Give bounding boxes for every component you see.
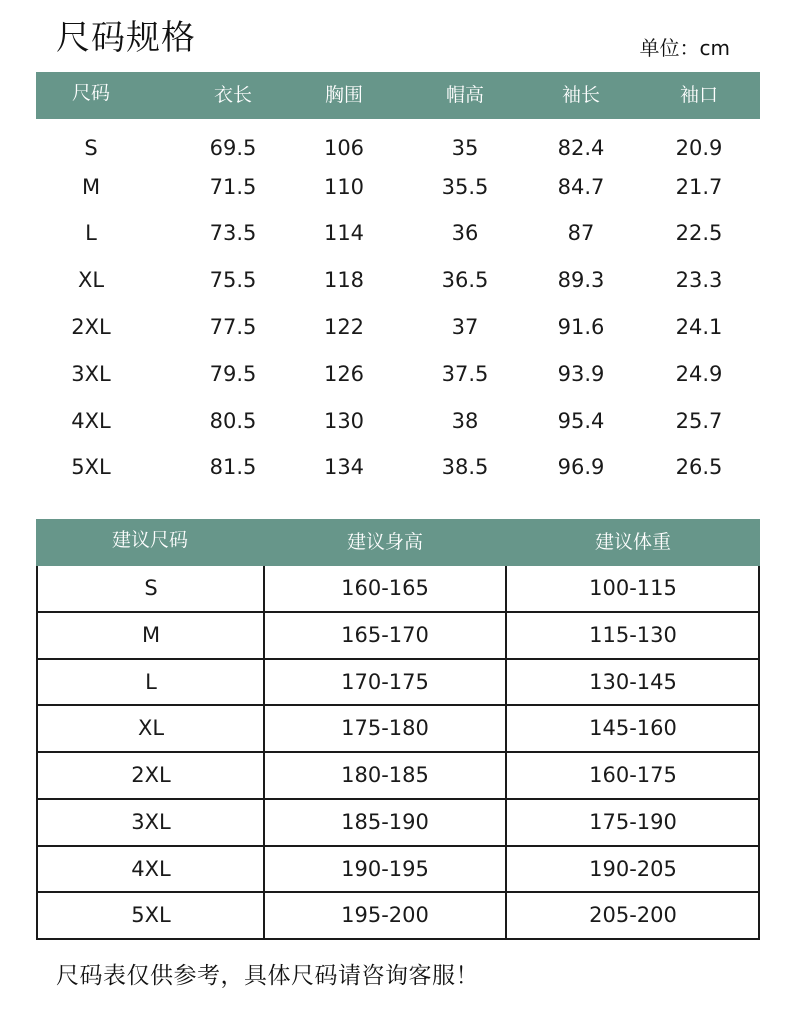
table-row [36, 354, 760, 394]
sleeve-length-cell: 84.7 [557, 175, 605, 199]
size-cell: XL [77, 268, 105, 292]
cuff-cell: 25.7 [675, 409, 723, 433]
hood-height-cell: 36.5 [441, 268, 489, 292]
table-row [36, 167, 760, 207]
weight-cell: 160-175 [589, 763, 677, 787]
weight-cell: 100-115 [589, 576, 677, 600]
height-cell: 195-200 [341, 903, 429, 928]
cuff-cell: 24.1 [675, 315, 723, 339]
size-cell: 4XL [131, 856, 171, 881]
length-cell: 77.5 [209, 315, 257, 339]
size-cell: L [85, 221, 97, 245]
length-cell: 75.5 [209, 268, 257, 292]
size-cell: 3XL [71, 362, 111, 386]
header-sleeve-length: 袖长 [561, 84, 600, 106]
chest-cell: 134 [323, 455, 365, 479]
table-row [38, 613, 758, 660]
length-cell: 73.5 [209, 221, 257, 245]
table-row [36, 307, 760, 347]
cuff-cell: 26.5 [675, 455, 723, 479]
recommendation-body [36, 566, 760, 940]
header-size: 尺码 [71, 82, 110, 104]
chest-cell: 122 [323, 315, 365, 339]
header-recommended-size: 建议尺码 [111, 529, 188, 551]
header-recommended-weight: 建议体重 [594, 531, 671, 553]
header-chest: 胸围 [324, 84, 363, 106]
hood-height-cell: 38.5 [441, 455, 489, 479]
weight-cell: 190-205 [589, 856, 677, 881]
weight-cell: 175-190 [589, 809, 677, 834]
hood-height-cell: 35 [451, 136, 479, 160]
hood-height-cell: 36 [451, 221, 479, 245]
sleeve-length-cell: 82.4 [557, 136, 605, 160]
table-row [38, 847, 758, 894]
size-recommendation-table [36, 519, 760, 928]
weight-cell: 130-145 [589, 669, 677, 694]
hood-height-cell: 37.5 [441, 362, 489, 386]
sleeve-length-cell: 91.6 [557, 315, 605, 339]
table-row [36, 447, 760, 487]
height-cell: 165-170 [341, 622, 429, 647]
sleeve-length-cell: 95.4 [557, 409, 605, 433]
size-cell: L [145, 669, 157, 694]
size-cell: S [144, 576, 158, 600]
size-cell: 3XL [131, 809, 171, 834]
size-spec-header [36, 72, 760, 119]
header-cuff: 袖口 [679, 84, 718, 106]
height-cell: 175-180 [341, 716, 429, 741]
chest-cell: 114 [323, 221, 365, 245]
table-row [38, 660, 758, 707]
height-cell: 170-175 [341, 669, 429, 694]
size-spec-table [36, 72, 760, 479]
height-cell: 190-195 [341, 856, 429, 881]
size-cell: M [141, 622, 161, 647]
cuff-cell: 21.7 [675, 175, 723, 199]
hood-height-cell: 38 [451, 409, 479, 433]
table-row [38, 706, 758, 753]
cuff-cell: 24.9 [675, 362, 723, 386]
cuff-cell: 20.9 [675, 136, 723, 160]
sleeve-length-cell: 96.9 [557, 455, 605, 479]
size-cell: M [81, 175, 101, 199]
weight-cell: 115-130 [589, 622, 677, 647]
table-row [38, 753, 758, 800]
page-title: 尺码规格 [56, 18, 196, 58]
table-row [38, 893, 758, 940]
length-cell: 69.5 [209, 136, 257, 160]
height-cell: 180-185 [341, 763, 429, 787]
table-row [38, 566, 758, 613]
chest-cell: 106 [323, 136, 365, 160]
sleeve-length-cell: 93.9 [557, 362, 605, 386]
chest-cell: 126 [323, 362, 365, 386]
chest-cell: 118 [323, 268, 365, 292]
table-row [36, 128, 760, 168]
header-hood-height: 帽高 [445, 84, 484, 106]
table-row [36, 260, 760, 300]
recommendation-header [36, 519, 760, 566]
size-cell: 4XL [71, 409, 111, 433]
table-row [36, 213, 760, 253]
unit-label: 单位：cm [639, 36, 730, 60]
disclaimer-note: 尺码表仅供参考，具体尺码请咨询客服！ [56, 963, 479, 989]
length-cell: 81.5 [209, 455, 257, 479]
table-row [38, 800, 758, 847]
weight-cell: 205-200 [589, 903, 677, 928]
hood-height-cell: 37 [451, 315, 479, 339]
hood-height-cell: 35.5 [441, 175, 489, 199]
cuff-cell: 22.5 [675, 221, 723, 245]
chest-cell: 130 [323, 409, 365, 433]
size-cell: 5XL [131, 903, 171, 928]
size-cell: 2XL [71, 315, 111, 339]
table-row [36, 401, 760, 441]
length-cell: 80.5 [209, 409, 257, 433]
size-cell: S [84, 136, 98, 160]
cuff-cell: 23.3 [675, 268, 723, 292]
length-cell: 79.5 [209, 362, 257, 386]
chest-cell: 110 [323, 175, 365, 199]
header-length: 衣长 [213, 84, 252, 106]
header-recommended-height: 建议身高 [346, 531, 423, 553]
size-cell: 5XL [71, 455, 111, 479]
length-cell: 71.5 [209, 175, 257, 199]
sleeve-length-cell: 87 [567, 221, 595, 245]
sleeve-length-cell: 89.3 [557, 268, 605, 292]
height-cell: 185-190 [341, 809, 429, 834]
weight-cell: 145-160 [589, 716, 677, 741]
size-cell: 2XL [131, 763, 171, 787]
size-cell: XL [137, 716, 165, 741]
height-cell: 160-165 [341, 576, 429, 600]
